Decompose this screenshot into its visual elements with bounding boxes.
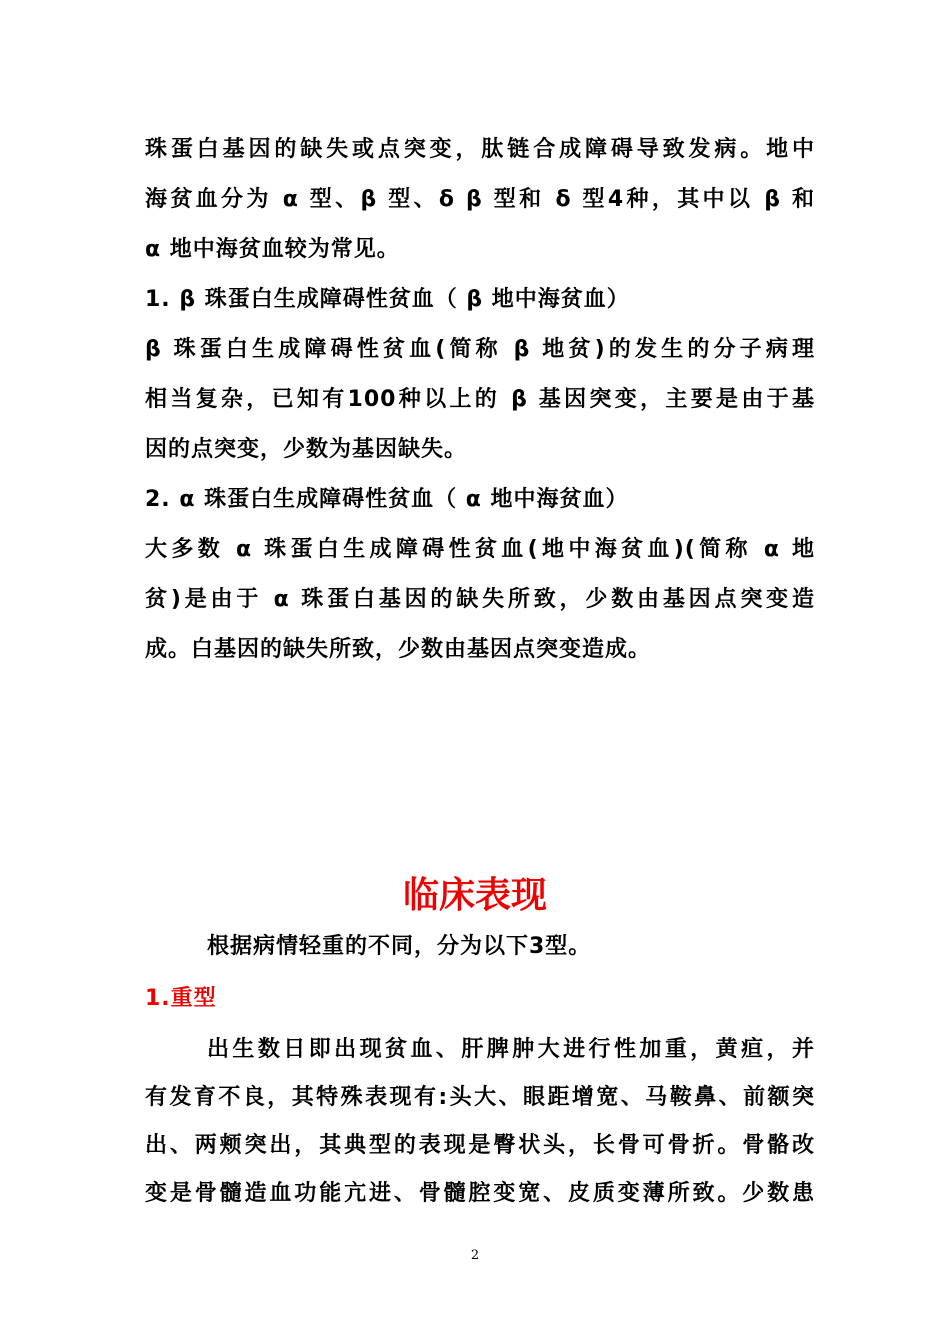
section-title-beta: 1. β 珠蛋白生成障碍性贫血（ β 地中海贫血）	[145, 287, 630, 312]
paragraph-line: 成。白基因的缺失所致，少数由基因点突变造成。	[145, 637, 652, 662]
page-number: 2	[470, 1248, 480, 1263]
intro-line: 根据病情轻重的不同，分为以下3型。	[207, 934, 592, 959]
paragraph-line: 珠蛋白基因的缺失或点突变，肽链合成障碍导致发病。地中	[145, 137, 815, 162]
section-title-alpha: 2. α 珠蛋白生成障碍性贫血（ α 地中海贫血）	[145, 487, 629, 512]
paragraph-line: 海贫血分为 α 型、β 型、δ β 型和 δ 型4种，其中以 β 和	[145, 187, 815, 212]
paragraph-line: 相当复杂，已知有100种以上的 β 基因突变，主要是由于基	[145, 387, 815, 412]
paragraph-line: 大多数 α 珠蛋白生成障碍性贫血(地中海贫血)(简称 α 地	[145, 537, 815, 562]
paragraph-line: α 地中海贫血较为常见。	[145, 237, 400, 262]
paragraph-line: 变是骨髓造血功能亢进、骨髓腔变宽、皮质变薄所致。少数患	[145, 1181, 815, 1206]
subheading-severe: 1.重型	[145, 986, 217, 1011]
paragraph-line: 贫)是由于 α 珠蛋白基因的缺失所致，少数由基因点突变造	[145, 587, 815, 612]
paragraph-line: 出、两颊突出，其典型的表现是臀状头，长骨可骨折。骨骼改	[145, 1133, 815, 1158]
paragraph-line: 因的点突变，少数为基因缺失。	[145, 437, 468, 462]
paragraph-line: 出生数日即出现贫血、肝脾肿大进行性加重，黄疸，并	[207, 1037, 815, 1062]
page-heading: 临床表现	[402, 875, 547, 916]
paragraph-line: 有发育不良，其特殊表现有:头大、眼距增宽、马鞍鼻、前额突	[145, 1085, 815, 1110]
paragraph-line: β 珠蛋白生成障碍性贫血(简称 β 地贫)的发生的分子病理	[145, 337, 815, 362]
